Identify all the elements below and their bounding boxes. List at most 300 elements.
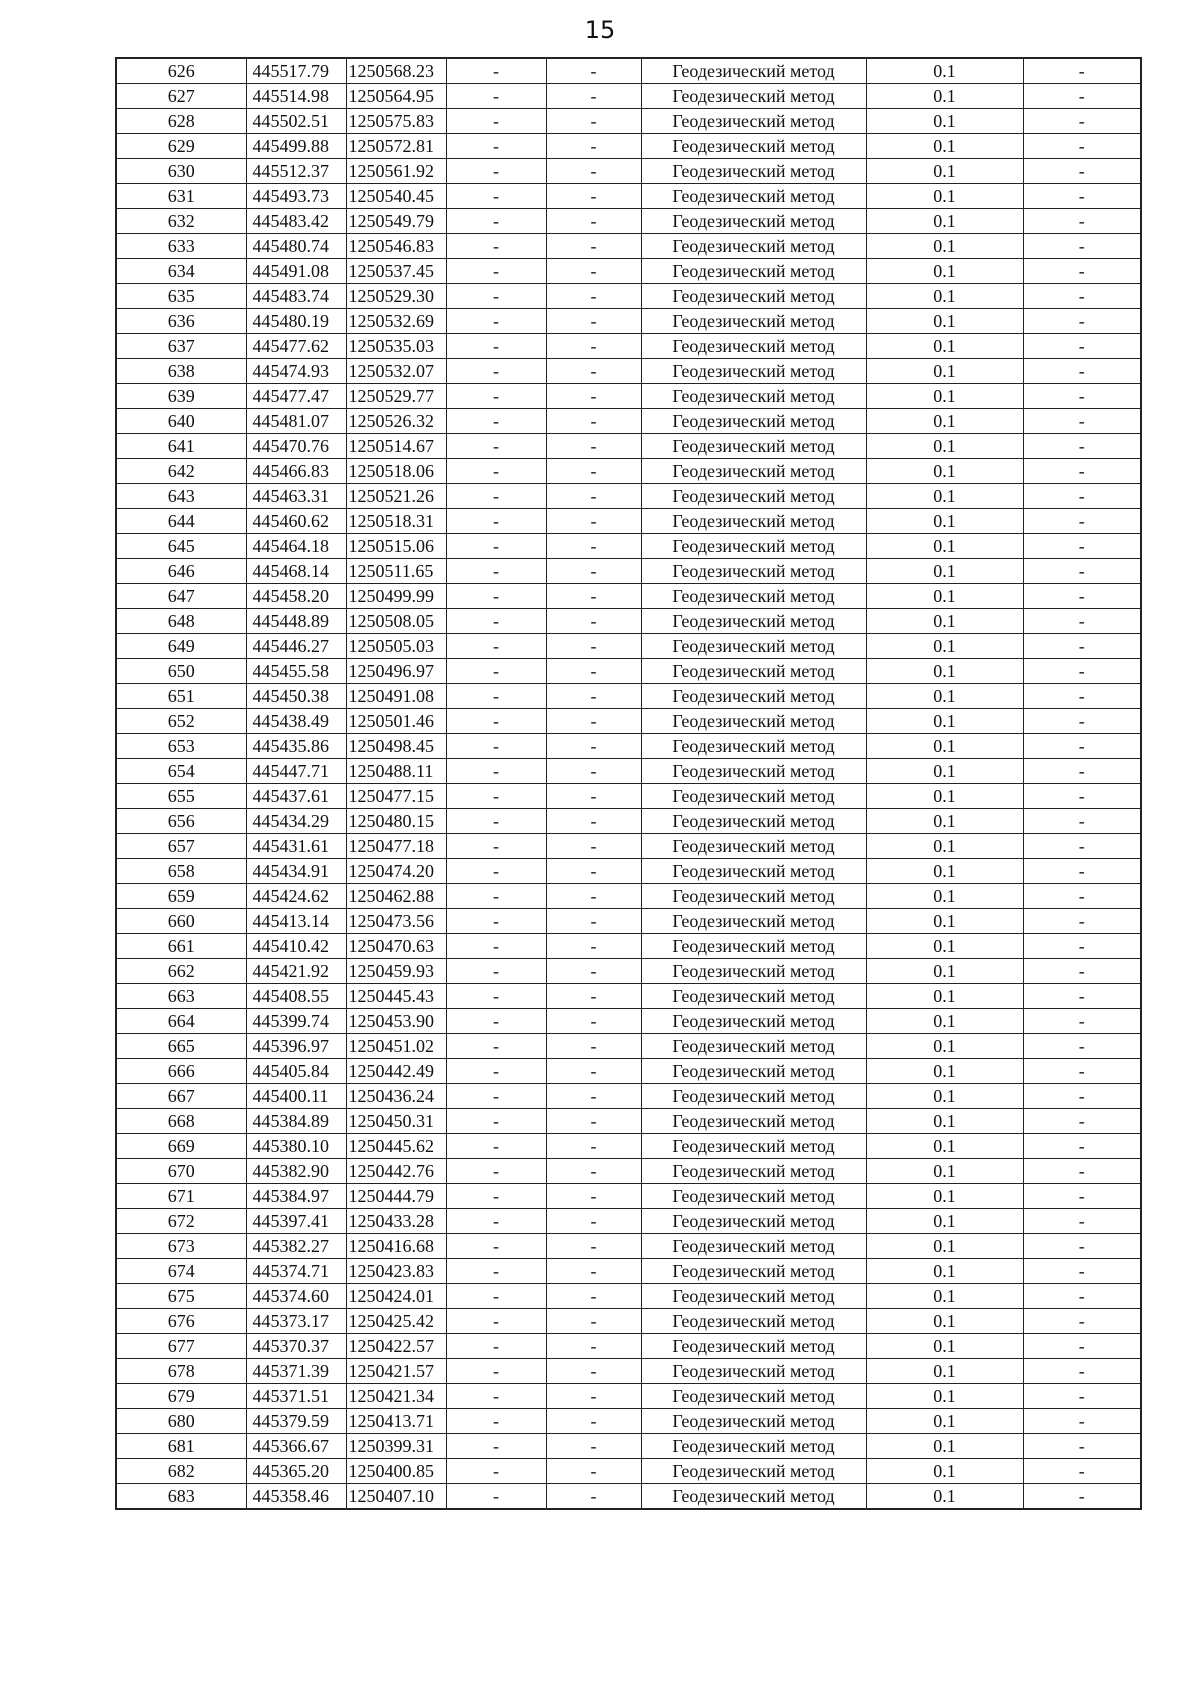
cell-col-4: -	[446, 1184, 546, 1209]
cell-col-5: -	[546, 584, 641, 609]
cell-method: Геодезический метод	[641, 1034, 866, 1059]
cell-point-number: 671	[116, 1184, 246, 1209]
cell-y-coordinate: 1250425.42	[346, 1309, 446, 1334]
cell-y-coordinate: 1250442.49	[346, 1059, 446, 1084]
cell-col-8: -	[1023, 584, 1141, 609]
cell-point-number: 638	[116, 359, 246, 384]
cell-col-4: -	[446, 559, 546, 584]
cell-y-coordinate: 1250413.71	[346, 1409, 446, 1434]
cell-col-8: -	[1023, 834, 1141, 859]
cell-x-coordinate: 445483.74	[246, 284, 346, 309]
cell-x-coordinate: 445374.60	[246, 1284, 346, 1309]
cell-col-8: -	[1023, 1059, 1141, 1084]
table-row	[116, 1284, 1141, 1309]
cell-x-coordinate: 445371.51	[246, 1384, 346, 1409]
cell-col-5: -	[546, 684, 641, 709]
cell-col-4: -	[446, 459, 546, 484]
cell-col-4: -	[446, 1109, 546, 1134]
cell-y-coordinate: 1250491.08	[346, 684, 446, 709]
cell-method: Геодезический метод	[641, 884, 866, 909]
cell-col-8: -	[1023, 84, 1141, 109]
cell-col-8: -	[1023, 534, 1141, 559]
cell-accuracy: 0.1	[866, 959, 1023, 984]
cell-method: Геодезический метод	[641, 1259, 866, 1284]
cell-col-5: -	[546, 1009, 641, 1034]
cell-col-4: -	[446, 234, 546, 259]
cell-y-coordinate: 1250508.05	[346, 609, 446, 634]
table-row	[116, 984, 1141, 1009]
cell-point-number: 633	[116, 234, 246, 259]
cell-method: Геодезический метод	[641, 1184, 866, 1209]
cell-col-5: -	[546, 84, 641, 109]
cell-method: Геодезический метод	[641, 609, 866, 634]
cell-x-coordinate: 445517.79	[246, 58, 346, 84]
cell-x-coordinate: 445480.19	[246, 309, 346, 334]
cell-method: Геодезический метод	[641, 734, 866, 759]
table-row	[116, 109, 1141, 134]
cell-col-5: -	[546, 884, 641, 909]
cell-col-5: -	[546, 359, 641, 384]
cell-point-number: 663	[116, 984, 246, 1009]
cell-method: Геодезический метод	[641, 959, 866, 984]
cell-col-5: -	[546, 1409, 641, 1434]
cell-y-coordinate: 1250421.57	[346, 1359, 446, 1384]
table-row	[116, 709, 1141, 734]
cell-accuracy: 0.1	[866, 909, 1023, 934]
cell-col-5: -	[546, 409, 641, 434]
cell-col-8: -	[1023, 1134, 1141, 1159]
cell-accuracy: 0.1	[866, 134, 1023, 159]
cell-x-coordinate: 445421.92	[246, 959, 346, 984]
cell-col-8: -	[1023, 109, 1141, 134]
cell-accuracy: 0.1	[866, 184, 1023, 209]
cell-y-coordinate: 1250436.24	[346, 1084, 446, 1109]
cell-point-number: 656	[116, 809, 246, 834]
cell-y-coordinate: 1250445.62	[346, 1134, 446, 1159]
cell-col-5: -	[546, 1084, 641, 1109]
cell-point-number: 651	[116, 684, 246, 709]
cell-method: Геодезический метод	[641, 1234, 866, 1259]
table-row	[116, 509, 1141, 534]
cell-method: Геодезический метод	[641, 234, 866, 259]
cell-x-coordinate: 445399.74	[246, 1009, 346, 1034]
cell-x-coordinate: 445464.18	[246, 534, 346, 559]
cell-col-8: -	[1023, 1259, 1141, 1284]
cell-accuracy: 0.1	[866, 1159, 1023, 1184]
table-body	[116, 58, 1141, 1509]
cell-col-8: -	[1023, 809, 1141, 834]
cell-accuracy: 0.1	[866, 1409, 1023, 1434]
cell-x-coordinate: 445396.97	[246, 1034, 346, 1059]
cell-col-8: -	[1023, 309, 1141, 334]
cell-accuracy: 0.1	[866, 209, 1023, 234]
cell-col-5: -	[546, 559, 641, 584]
cell-y-coordinate: 1250537.45	[346, 259, 446, 284]
cell-y-coordinate: 1250535.03	[346, 334, 446, 359]
cell-method: Геодезический метод	[641, 1334, 866, 1359]
table-row	[116, 559, 1141, 584]
cell-point-number: 635	[116, 284, 246, 309]
cell-accuracy: 0.1	[866, 1234, 1023, 1259]
cell-col-5: -	[546, 434, 641, 459]
cell-accuracy: 0.1	[866, 58, 1023, 84]
cell-point-number: 641	[116, 434, 246, 459]
cell-point-number: 659	[116, 884, 246, 909]
cell-col-8: -	[1023, 1459, 1141, 1484]
cell-col-8: -	[1023, 434, 1141, 459]
cell-x-coordinate: 445470.76	[246, 434, 346, 459]
cell-col-8: -	[1023, 134, 1141, 159]
cell-x-coordinate: 445502.51	[246, 109, 346, 134]
cell-point-number: 661	[116, 934, 246, 959]
cell-method: Геодезический метод	[641, 209, 866, 234]
cell-accuracy: 0.1	[866, 259, 1023, 284]
cell-method: Геодезический метод	[641, 509, 866, 534]
cell-col-5: -	[546, 484, 641, 509]
cell-col-4: -	[446, 584, 546, 609]
cell-col-4: -	[446, 1159, 546, 1184]
cell-col-5: -	[546, 734, 641, 759]
cell-point-number: 636	[116, 309, 246, 334]
table-row	[116, 209, 1141, 234]
cell-y-coordinate: 1250424.01	[346, 1284, 446, 1309]
cell-accuracy: 0.1	[866, 1034, 1023, 1059]
cell-point-number: 645	[116, 534, 246, 559]
cell-method: Геодезический метод	[641, 1359, 866, 1384]
cell-x-coordinate: 445512.37	[246, 159, 346, 184]
cell-method: Геодезический метод	[641, 859, 866, 884]
cell-y-coordinate: 1250572.81	[346, 134, 446, 159]
cell-col-8: -	[1023, 609, 1141, 634]
cell-col-5: -	[546, 834, 641, 859]
table-row	[116, 134, 1141, 159]
cell-col-5: -	[546, 1434, 641, 1459]
cell-col-8: -	[1023, 409, 1141, 434]
cell-y-coordinate: 1250499.99	[346, 584, 446, 609]
cell-accuracy: 0.1	[866, 734, 1023, 759]
cell-col-4: -	[446, 1434, 546, 1459]
cell-method: Геодезический метод	[641, 559, 866, 584]
cell-x-coordinate: 445474.93	[246, 359, 346, 384]
cell-col-8: -	[1023, 659, 1141, 684]
table-row	[116, 534, 1141, 559]
cell-y-coordinate: 1250532.69	[346, 309, 446, 334]
cell-point-number: 654	[116, 759, 246, 784]
cell-y-coordinate: 1250477.18	[346, 834, 446, 859]
cell-point-number: 650	[116, 659, 246, 684]
cell-col-8: -	[1023, 984, 1141, 1009]
cell-y-coordinate: 1250549.79	[346, 209, 446, 234]
cell-col-4: -	[446, 334, 546, 359]
cell-y-coordinate: 1250442.76	[346, 1159, 446, 1184]
cell-x-coordinate: 445408.55	[246, 984, 346, 1009]
table-row	[116, 58, 1141, 84]
cell-point-number: 664	[116, 1009, 246, 1034]
cell-col-4: -	[446, 84, 546, 109]
cell-x-coordinate: 445458.20	[246, 584, 346, 609]
cell-y-coordinate: 1250546.83	[346, 234, 446, 259]
cell-x-coordinate: 445373.17	[246, 1309, 346, 1334]
cell-col-5: -	[546, 184, 641, 209]
cell-accuracy: 0.1	[866, 1484, 1023, 1510]
cell-point-number: 628	[116, 109, 246, 134]
cell-accuracy: 0.1	[866, 609, 1023, 634]
cell-col-4: -	[446, 1209, 546, 1234]
cell-y-coordinate: 1250568.23	[346, 58, 446, 84]
cell-y-coordinate: 1250477.15	[346, 784, 446, 809]
cell-col-5: -	[546, 659, 641, 684]
cell-col-8: -	[1023, 184, 1141, 209]
table-row	[116, 959, 1141, 984]
cell-col-5: -	[546, 934, 641, 959]
cell-point-number: 679	[116, 1384, 246, 1409]
cell-col-5: -	[546, 1134, 641, 1159]
cell-col-8: -	[1023, 1109, 1141, 1134]
table-row	[116, 659, 1141, 684]
cell-point-number: 672	[116, 1209, 246, 1234]
table-row	[116, 609, 1141, 634]
cell-col-5: -	[546, 1259, 641, 1284]
cell-col-5: -	[546, 1034, 641, 1059]
cell-col-8: -	[1023, 1284, 1141, 1309]
cell-x-coordinate: 445477.62	[246, 334, 346, 359]
table-row	[116, 1059, 1141, 1084]
cell-accuracy: 0.1	[866, 159, 1023, 184]
cell-col-8: -	[1023, 634, 1141, 659]
cell-method: Геодезический метод	[641, 159, 866, 184]
cell-x-coordinate: 445437.61	[246, 784, 346, 809]
cell-point-number: 627	[116, 84, 246, 109]
cell-accuracy: 0.1	[866, 384, 1023, 409]
table-row	[116, 1459, 1141, 1484]
cell-x-coordinate: 445410.42	[246, 934, 346, 959]
cell-accuracy: 0.1	[866, 1384, 1023, 1409]
cell-method: Геодезический метод	[641, 1434, 866, 1459]
cell-col-4: -	[446, 684, 546, 709]
cell-col-8: -	[1023, 734, 1141, 759]
cell-accuracy: 0.1	[866, 1284, 1023, 1309]
cell-method: Геодезический метод	[641, 1384, 866, 1409]
cell-col-4: -	[446, 609, 546, 634]
cell-accuracy: 0.1	[866, 459, 1023, 484]
table-row	[116, 459, 1141, 484]
cell-method: Геодезический метод	[641, 1159, 866, 1184]
cell-method: Геодезический метод	[641, 534, 866, 559]
cell-y-coordinate: 1250459.93	[346, 959, 446, 984]
cell-method: Геодезический метод	[641, 784, 866, 809]
cell-accuracy: 0.1	[866, 984, 1023, 1009]
cell-col-4: -	[446, 909, 546, 934]
cell-x-coordinate: 445384.97	[246, 1184, 346, 1209]
cell-x-coordinate: 445468.14	[246, 559, 346, 584]
cell-method: Геодезический метод	[641, 834, 866, 859]
cell-col-4: -	[446, 1384, 546, 1409]
cell-method: Геодезический метод	[641, 259, 866, 284]
cell-col-4: -	[446, 1234, 546, 1259]
cell-col-8: -	[1023, 334, 1141, 359]
cell-point-number: 658	[116, 859, 246, 884]
cell-col-8: -	[1023, 709, 1141, 734]
cell-accuracy: 0.1	[866, 859, 1023, 884]
cell-y-coordinate: 1250529.77	[346, 384, 446, 409]
cell-col-5: -	[546, 1384, 641, 1409]
cell-col-5: -	[546, 959, 641, 984]
cell-method: Геодезический метод	[641, 1409, 866, 1434]
cell-col-5: -	[546, 609, 641, 634]
cell-col-4: -	[446, 1034, 546, 1059]
cell-point-number: 670	[116, 1159, 246, 1184]
cell-method: Геодезический метод	[641, 84, 866, 109]
cell-col-8: -	[1023, 1409, 1141, 1434]
cell-method: Геодезический метод	[641, 1459, 866, 1484]
table-row	[116, 634, 1141, 659]
cell-col-4: -	[446, 309, 546, 334]
cell-point-number: 669	[116, 1134, 246, 1159]
cell-method: Геодезический метод	[641, 1009, 866, 1034]
cell-col-5: -	[546, 259, 641, 284]
cell-method: Геодезический метод	[641, 909, 866, 934]
cell-col-4: -	[446, 134, 546, 159]
cell-accuracy: 0.1	[866, 1434, 1023, 1459]
cell-accuracy: 0.1	[866, 834, 1023, 859]
table-row	[116, 359, 1141, 384]
cell-point-number: 642	[116, 459, 246, 484]
cell-col-4: -	[446, 1084, 546, 1109]
table-row	[116, 1259, 1141, 1284]
cell-accuracy: 0.1	[866, 709, 1023, 734]
cell-method: Геодезический метод	[641, 1059, 866, 1084]
cell-col-8: -	[1023, 1009, 1141, 1034]
cell-col-4: -	[446, 484, 546, 509]
table-row	[116, 309, 1141, 334]
table-row	[116, 384, 1141, 409]
cell-col-8: -	[1023, 859, 1141, 884]
cell-y-coordinate: 1250407.10	[346, 1484, 446, 1510]
cell-y-coordinate: 1250433.28	[346, 1209, 446, 1234]
cell-col-5: -	[546, 859, 641, 884]
cell-accuracy: 0.1	[866, 509, 1023, 534]
cell-y-coordinate: 1250529.30	[346, 284, 446, 309]
table-row	[116, 259, 1141, 284]
table-row	[116, 434, 1141, 459]
cell-point-number: 629	[116, 134, 246, 159]
cell-col-8: -	[1023, 484, 1141, 509]
table-row	[116, 1159, 1141, 1184]
cell-point-number: 678	[116, 1359, 246, 1384]
cell-col-8: -	[1023, 559, 1141, 584]
cell-point-number: 631	[116, 184, 246, 209]
cell-y-coordinate: 1250488.11	[346, 759, 446, 784]
cell-y-coordinate: 1250518.31	[346, 509, 446, 534]
cell-method: Геодезический метод	[641, 1109, 866, 1134]
cell-method: Геодезический метод	[641, 584, 866, 609]
cell-col-8: -	[1023, 1209, 1141, 1234]
table-row	[116, 1034, 1141, 1059]
table-row	[116, 734, 1141, 759]
cell-accuracy: 0.1	[866, 1009, 1023, 1034]
cell-col-5: -	[546, 809, 641, 834]
cell-method: Геодезический метод	[641, 334, 866, 359]
cell-col-8: -	[1023, 58, 1141, 84]
cell-x-coordinate: 445370.37	[246, 1334, 346, 1359]
table-row	[116, 884, 1141, 909]
cell-col-4: -	[446, 1309, 546, 1334]
cell-point-number: 647	[116, 584, 246, 609]
cell-accuracy: 0.1	[866, 484, 1023, 509]
cell-accuracy: 0.1	[866, 534, 1023, 559]
cell-y-coordinate: 1250564.95	[346, 84, 446, 109]
cell-method: Геодезический метод	[641, 384, 866, 409]
cell-col-5: -	[546, 1184, 641, 1209]
cell-accuracy: 0.1	[866, 1184, 1023, 1209]
cell-point-number: 653	[116, 734, 246, 759]
cell-col-4: -	[446, 1359, 546, 1384]
cell-col-5: -	[546, 309, 641, 334]
table-row	[116, 909, 1141, 934]
cell-col-4: -	[446, 809, 546, 834]
table-row	[116, 809, 1141, 834]
cell-method: Геодезический метод	[641, 459, 866, 484]
cell-y-coordinate: 1250532.07	[346, 359, 446, 384]
table-row	[116, 834, 1141, 859]
cell-col-4: -	[446, 859, 546, 884]
cell-point-number: 648	[116, 609, 246, 634]
cell-y-coordinate: 1250470.63	[346, 934, 446, 959]
cell-col-4: -	[446, 209, 546, 234]
cell-y-coordinate: 1250496.97	[346, 659, 446, 684]
cell-col-4: -	[446, 1009, 546, 1034]
cell-point-number: 646	[116, 559, 246, 584]
cell-x-coordinate: 445466.83	[246, 459, 346, 484]
cell-method: Геодезический метод	[641, 484, 866, 509]
table-row	[116, 1334, 1141, 1359]
cell-accuracy: 0.1	[866, 1309, 1023, 1334]
cell-accuracy: 0.1	[866, 434, 1023, 459]
cell-col-8: -	[1023, 1184, 1141, 1209]
cell-accuracy: 0.1	[866, 359, 1023, 384]
cell-x-coordinate: 445480.74	[246, 234, 346, 259]
cell-point-number: 665	[116, 1034, 246, 1059]
cell-x-coordinate: 445365.20	[246, 1459, 346, 1484]
cell-point-number: 673	[116, 1234, 246, 1259]
cell-x-coordinate: 445405.84	[246, 1059, 346, 1084]
cell-y-coordinate: 1250515.06	[346, 534, 446, 559]
cell-method: Геодезический метод	[641, 109, 866, 134]
cell-point-number: 677	[116, 1334, 246, 1359]
cell-accuracy: 0.1	[866, 1459, 1023, 1484]
table-row	[116, 184, 1141, 209]
cell-accuracy: 0.1	[866, 584, 1023, 609]
cell-accuracy: 0.1	[866, 1109, 1023, 1134]
cell-col-5: -	[546, 1209, 641, 1234]
cell-x-coordinate: 445483.42	[246, 209, 346, 234]
cell-y-coordinate: 1250521.26	[346, 484, 446, 509]
cell-col-8: -	[1023, 884, 1141, 909]
cell-y-coordinate: 1250444.79	[346, 1184, 446, 1209]
table-row	[116, 1084, 1141, 1109]
cell-x-coordinate: 445477.47	[246, 384, 346, 409]
cell-y-coordinate: 1250498.45	[346, 734, 446, 759]
cell-col-5: -	[546, 134, 641, 159]
cell-col-4: -	[446, 1459, 546, 1484]
cell-col-5: -	[546, 759, 641, 784]
cell-col-4: -	[446, 634, 546, 659]
cell-col-4: -	[446, 1334, 546, 1359]
cell-col-5: -	[546, 234, 641, 259]
cell-col-5: -	[546, 58, 641, 84]
cell-point-number: 660	[116, 909, 246, 934]
cell-col-5: -	[546, 784, 641, 809]
